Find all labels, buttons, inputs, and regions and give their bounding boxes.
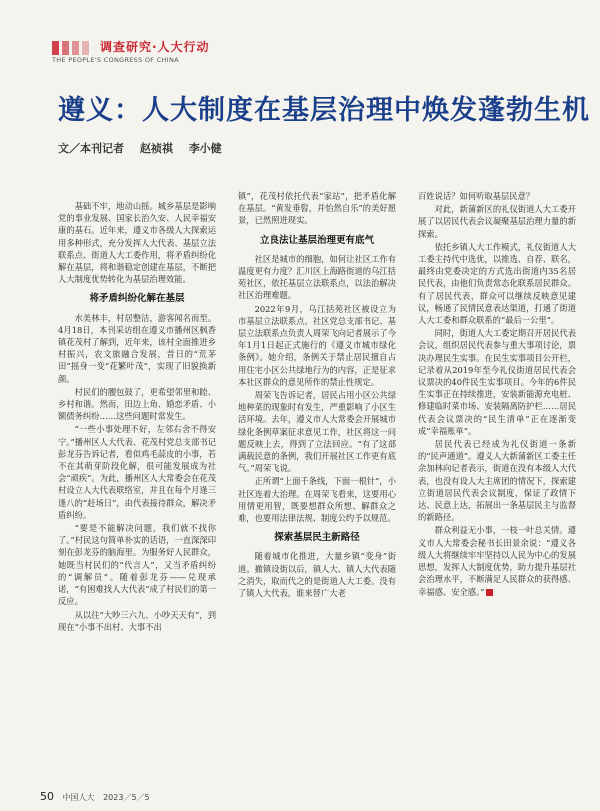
column-3 (418, 190, 576, 775)
paragraph: 对此，新蒲新区的礼仪街道人大工委开展了以居民代表会议凝聚基层治理力量的新探索。 (418, 204, 576, 239)
paragraph: 镇”，花茂村依托代表“家站”，把矛盾化解在基层。“黄发垂髫，并怡然自乐”的美好愿景，已然照进现实。 (238, 191, 396, 226)
paragraph: 周荣飞告诉记者，居民占用小区公共绿地种菜的现象时有发生，严重影响了小区生活环境。去年，遵义市人大常委会开展城市绿化条例草案征求意见工作，社区将这一问题反映上去，得到了立法回应。“有了这部满载民意的条例，我们开展社区工作更有底气。”周荣飞说。 (238, 390, 396, 474)
article-body (58, 191, 580, 790)
article-title: 遵义：人大制度在基层治理中焕发蓬勃生机 (58, 95, 590, 126)
byline-prefix: 文／本刊记者 (58, 142, 124, 155)
paragraph: 水美林丰，村居整洁，游客闻名而至。4月18日，本刊采访组在遵义市播州区枫香镇花茂村了解到，近年来，该村全面推进乡村振兴，农文旅融合发展，昔日的“荒茅田”摇身一变“花繁叶茂”，实现了旧貌换新颜。 (58, 312, 216, 384)
paragraph-text: 群众利益无小事，一枝一叶总关情。遵义市人大常委会秘书长田景余说：“遵义各级人大将继续牢牢坚持以人民为中心的发展思想，发挥人大制度优势，助力提升基层社会治理水平，不断满足人民群众的获得感、幸福感、安全感。” (418, 525, 576, 597)
publication-name-cn: 中国人大 (62, 793, 95, 802)
paragraph: 从以往“大吵三六九、小吵天天有”，到现在“小事不出村、大事不出 (58, 609, 216, 632)
subheading: 立良法让基层治理更有底气 (259, 234, 374, 246)
paragraph: 村民们的腰包鼓了，更希望邻里和睦、乡村和谐。然而，田边上角、婚恋矛盾、小额债务纠纷……这些问题时常发生。 (58, 386, 216, 422)
column-2 (238, 190, 396, 775)
paragraph: 同时，街道人大工委定期召开居民代表会议，组织居民代表参与重大事项讨论，票决办理民生实事。在民生实事项目公开栏，记录着从2019年至今礼仪街道居民代表会议票决的40件民生实事项目。今年的6件民生实事正在持续推进，安装新能源充电桩、修建临时菜市场、安装隔离防护栏……居民代表会议票决的“民生清单”正在逐渐变成“幸福账单”。 (418, 328, 576, 436)
byline (58, 140, 234, 156)
paragraph: 百姓说话？如何听取基层民意？ (418, 191, 535, 201)
subheading: 将矛盾纠纷化解在基层 (89, 293, 185, 305)
paragraph: 社区是城市的细胞，如何让社区工作有温度更有力度？汇川区上海路街道的乌江括苑社区，依托基层立法联系点，以法治解决社区治理难题。 (238, 253, 396, 301)
paragraph: 正所谓“上面千条线，下面一根针”，小社区连着大治理。在周荣飞看来，这要用心用情更用智，既要想群众所想、解群众之难，也要用法律法规、制度公约予以规范。 (238, 476, 396, 524)
section-tag: 调查研究·人大行动 (100, 40, 210, 54)
paragraph (418, 524, 576, 597)
page-footer (40, 790, 156, 803)
paragraph: 居民代表已经成为礼仪街道一条新的“民声通道”。遵义人大新蒲新区工委主任余加林向记者表示，街道在没有本级人大代表，也没有设人大主席团的情况下，探索建立街道居民代表会议制度，保证了政情下达、民意上达，拓展出一条基层民主与监督的新路径。 (418, 439, 576, 523)
paragraph: 基础不牢，地动山摇。城乡基层是影响党的事业发展、国家长治久安、人民幸福安康的基石。近年来，遵义市各级人大探索运用多种形式，充分发挥人大代表、基层立法联系点、街道人大工委作用，将矛盾纠纷化解在基层，将和谐稳定创建在基层，不断把人大制度优势转化为基层治理效能。 (58, 201, 216, 285)
issue-date: 2023／5／5 (103, 793, 150, 802)
paragraph: “要是不能解决问题，我们就不找你了。”村民这句简单朴实的话语，一直深深印刻在彭龙芬的脑海里。为服务好人民群众，她既当村民们的“代言人”，又当矛盾纠纷的“调解员”。随着彭龙芬——兑现承诺，“有困难找人大代表”成了村民们的第一反应。 (58, 523, 216, 607)
byline-author-1: 赵祯祺 (139, 142, 173, 155)
byline-author-2: 李小健 (188, 142, 222, 155)
subheading: 探索基层民主新路径 (274, 532, 360, 544)
paragraph: 2022年9月，乌江括苑社区被设立为市基层立法联系点。社区党总支部书记、基层立法联系点负责人周荣飞向记者展示了今年1月1日起正式施行的《遵义市城市绿化条例》。她介绍，条例关于禁止居民擅自占用住宅小区公共绿地行为的内容，正是征求本社区群众的意见所作的禁止性规定。 (238, 303, 396, 387)
paragraph: 依托乡镇人大工作模式，礼仪街道人大工委主持代中选优，以推选、自荐、联名，最终由党委决定的方式选出街道内35名居民代表，由他们负责常态化联系居民群众。有了居民代表，群众可以继续反映意见建议，畅通了民情民意表达渠道，打通了街道人大工委和群众联系的“最后一公里”。 (418, 241, 576, 326)
end-mark-icon (486, 589, 493, 596)
column-1 (58, 200, 216, 785)
paragraph: “一些小事处理不好，左邻右舍不得安宁。”播州区人大代表、花茂村党总支部书记彭龙芬告诉记者，看似鸡毛蒜皮的小事，若不在其萌芽阶段化解，很可能发展成为社会“顽疾”。为此，播州区人大常委会在花茂村设立人大代表联络室，并且在每个月逢三逢八的“赶场日”，由代表接待群众，解决矛盾纠纷。 (58, 424, 216, 520)
section-bars-icon (52, 40, 96, 54)
publication-name-en: THE PEOPLE'S CONGRESS OF CHINA (52, 56, 179, 64)
page-number: 50 (40, 790, 54, 803)
paragraph: 随着城市化推进，大量乡镇“变身”街道。撤镇设街以后，镇人大、镇人大代表随之消失，取而代之的是街道人大工委。没有了镇人大代表，谁来替广大老 (238, 551, 396, 599)
